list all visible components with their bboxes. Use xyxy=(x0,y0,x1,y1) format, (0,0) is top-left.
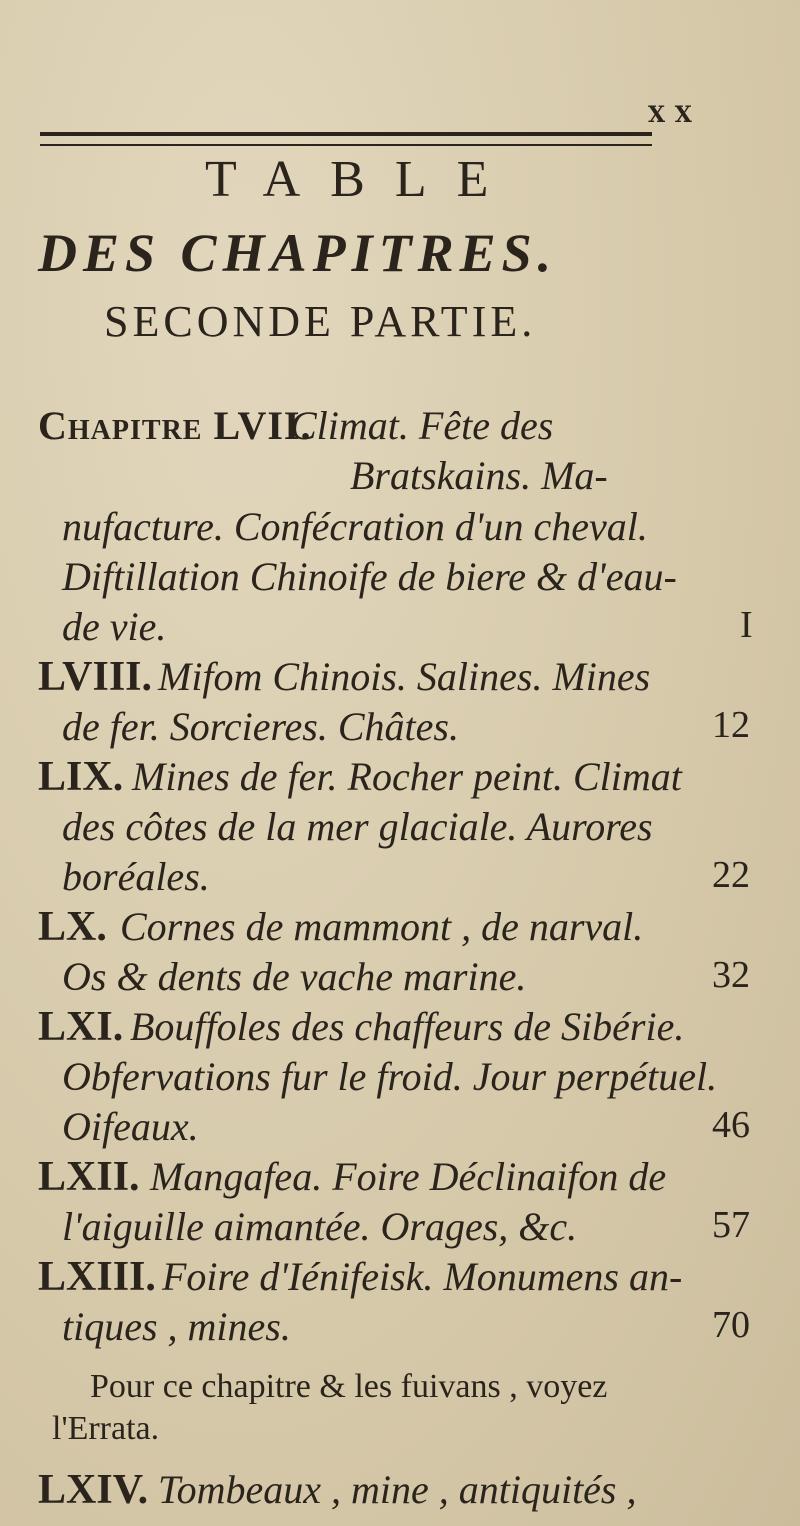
entry-lxi xyxy=(38,1003,123,1051)
entry-text-line: boréales. xyxy=(62,854,210,899)
entry-label: LXII. xyxy=(38,1154,140,1200)
page-subtitle: DES CHAPITRES. xyxy=(38,223,558,283)
page-number: 32 xyxy=(712,954,750,996)
entry-text-line: des côtes de la mer glaciale. Aurores xyxy=(62,804,653,849)
entry-label: LX. xyxy=(38,904,107,950)
page-title: TABLE xyxy=(205,151,519,208)
entry-text-line: Foire d'Iénifeisk. Monumens an- xyxy=(162,1254,683,1299)
entry-lix xyxy=(38,753,123,801)
header-rule xyxy=(40,132,652,146)
entry-text-line: tiques , mines. xyxy=(62,1304,291,1349)
entry-text-line: Cornes de mammont , de narval. xyxy=(120,904,644,949)
entry-text-line: de vie. xyxy=(62,604,167,649)
page-number: 70 xyxy=(712,1304,750,1346)
entry-text-line: Diftillation Chinoife de biere & d'eau- xyxy=(62,554,677,599)
errata-note: l'Errata. xyxy=(52,1410,160,1447)
page-number: 22 xyxy=(712,854,750,896)
entry-label: LXIV. xyxy=(38,1467,149,1513)
entry-text-line: Tombeaux , mine , antiquités , xyxy=(158,1467,637,1512)
entry-text-line: Climat. Fête des xyxy=(290,403,554,448)
entry-lviii xyxy=(38,653,152,701)
part-title: SECONDE PARTIE. xyxy=(104,297,537,346)
entry-lxii xyxy=(38,1153,140,1201)
entry-label: LIX. xyxy=(38,754,124,800)
entry-lxiii xyxy=(38,1253,156,1301)
errata-note: Pour ce chapitre & les fuivans , voyez xyxy=(90,1368,608,1405)
entry-label: LVIII. xyxy=(38,654,153,700)
entry-label: Chapitre LVII. xyxy=(38,403,312,448)
entry-label: LXIII. xyxy=(38,1254,156,1300)
entry-lxiv xyxy=(38,1466,148,1514)
entry-text-line: Os & dents de vache marine. xyxy=(62,954,527,999)
page-number: 46 xyxy=(712,1104,750,1146)
entry-text-line: Obfervations fur le froid. Jour perpétuel. xyxy=(62,1054,718,1099)
entry-lx xyxy=(38,903,107,951)
entry-text-line: Oifeaux. xyxy=(62,1104,199,1149)
entry-lvii xyxy=(38,402,312,449)
entry-text-line: l'aiguille aimantée. Orages, &c. xyxy=(62,1204,578,1249)
signature-mark: X X xyxy=(648,102,693,128)
entry-text-line: Mangafea. Foire Déclinaifon de xyxy=(150,1154,667,1199)
entry-text-line: Bratskains. Ma- xyxy=(350,453,608,498)
entry-text-line: de fer. Sorcieres. Châtes. xyxy=(62,704,459,749)
page-number: I xyxy=(740,604,753,646)
page-number: 12 xyxy=(712,704,750,746)
entry-text-line: nufacture. Confécration d'un cheval. xyxy=(62,504,648,549)
entry-label: LXI. xyxy=(38,1004,124,1050)
entry-text-line: Bouffoles des chaffeurs de Sibérie. xyxy=(130,1004,685,1049)
entry-text-line: Mines de fer. Rocher peint. Climat xyxy=(132,754,682,799)
page-number: 57 xyxy=(712,1204,750,1246)
entry-text-line: Mifom Chinois. Salines. Mines xyxy=(158,654,651,699)
